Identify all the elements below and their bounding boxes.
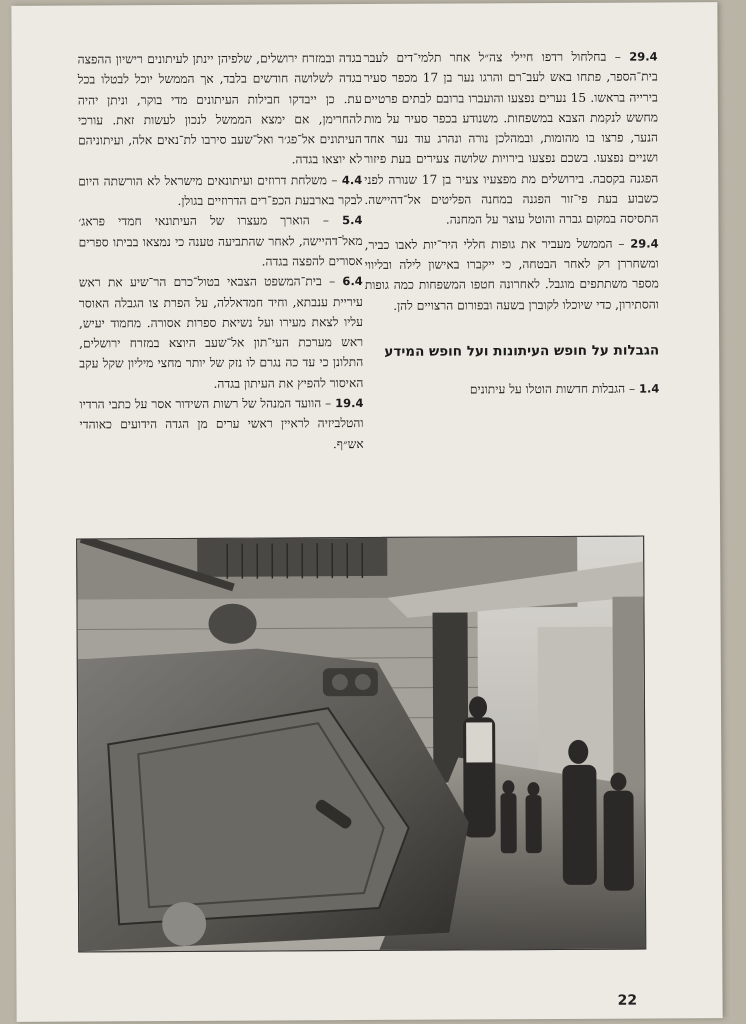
entry-1-4 <box>365 378 659 400</box>
right-column <box>364 46 660 400</box>
entry-text: – בחלחול רדפו חיילי צה״ל אחר תלמי־דים לעבר בית־הספר, פתחו באש לעב־רם והרגו נער בן 17 מכפר סעיר בירייה בראשו. 15 נערים נפצעו והועברו ברובם לבתים פרטיים מחשש לנקמת הצבא במשפחות. משנודע בכפר סעיר על מות הנער, פרצו בו מהומות, ובמהלכן נורה ונהרג עוד נער אחד ושניים נפצעו. בשכם נפצעו בירויות שלושה צעירים בעת פיזור הפגנה בקסבה. בירושלים מת מפצעיו צעיר בן 17 שנורה לפני כשבוע בעת פי־זור הפגנה במחנה הפליטים אל־דהיישה. התסיסה במקום גברה והוטל עוצר על המחנה. <box>363 49 659 227</box>
entry-text: – הגבלות חדשות הוטלו על עיתונים <box>469 381 640 397</box>
entry-text: בגדה ובמזרח ירושלים, שלפיהן יינתן לעיתונים רישיון ההפצה בגדה לשלושה חודשים בלבד, אך הממשל יוכל לבטלו בכל עת. כן ייבדקו חבילות העיתונים מדי בוקר, וניתן יהיה להחרימן, אם ימצא הממשל לנכון לעשות זאת. עורכי העיתונים אל־פג׳ר ואל־שעב סירבו לת־נאים אלה, ועיתוניהם לא יוצאו בגדה. <box>77 51 363 167</box>
entry-text: – בית־המשפט הצבאי בטול־כרם הר־שיע את ראש עיריית ענבתא, וחיד חמדאללה, על הפרת צו הגבלה האוסר עליו לצאת מעירו ועל נשיאת ספרות אסורה. מחמוד יעיש, ראש מערכת העי־תון אל־שעב היוצא במזרח ירושלים, התלונן כי עד כה נגרם לו נזק של יותר מחצי מיליון שקל עקב האיסור להפיץ את העיתון בגדה. <box>78 274 364 391</box>
page-number: 22 <box>617 992 638 1009</box>
entry-date: 4.4 <box>341 172 363 187</box>
entry-19-4 <box>79 393 363 455</box>
entry-6-4 <box>79 271 364 394</box>
section-heading: הגבלות על חופש העיתונות ועל חופש המידע <box>384 342 660 360</box>
photograph-armored-vehicle <box>76 536 646 953</box>
entry-date: 29.4 <box>630 236 659 251</box>
entry-date: 5.4 <box>342 213 363 228</box>
photo-illustration <box>77 537 645 952</box>
entry-text: – הוועד המנהל של רשות השידור אסר על כתבי הרדיו והטלביזיה לראיין ראשי ערים מן הגדה הידועים כאוהדי אש״ף. <box>79 396 364 451</box>
left-column <box>78 48 364 455</box>
entry-date: 29.4 <box>629 49 658 64</box>
entry-4-4 <box>78 170 362 212</box>
entry-date: 19.4 <box>335 396 364 411</box>
entry-text: – הוארך מעצרו של העיתונאי חמדי פראג׳ מאל־דהיישה, לאחר שהתביעה טענה כי נמצאו בביתו ספרים אסורים להפצה בגדה. <box>78 213 363 269</box>
entry-date: 1.4 <box>638 381 660 396</box>
entry-text: – הממשל מעביר את גופות חללי היר־יות לאבו כביר, ומשחררן רק לאחר הבטחה, כי ייקברו באישון לילה ובליווי מספר משתתפים מוגבל. לאחרונה חטפו המשפחות כמה גופות והסתירון, כדי שיוכלו לקוברן בשעה ובפורום הרצויים להן. <box>364 236 659 313</box>
book-page <box>11 2 722 1022</box>
entry-5-4 <box>78 210 362 272</box>
entry-29-4-b <box>365 233 659 316</box>
entry-text: – משלחת דרוזים ועיתונאים מישראל לא הורשתה היום לבקר בארבעת הכפ־רים הדרוזיים בגולן. <box>78 172 363 209</box>
entry-date: 6.4 <box>342 274 363 289</box>
entry-29-4-a <box>364 46 659 230</box>
entry-continued <box>78 48 363 171</box>
